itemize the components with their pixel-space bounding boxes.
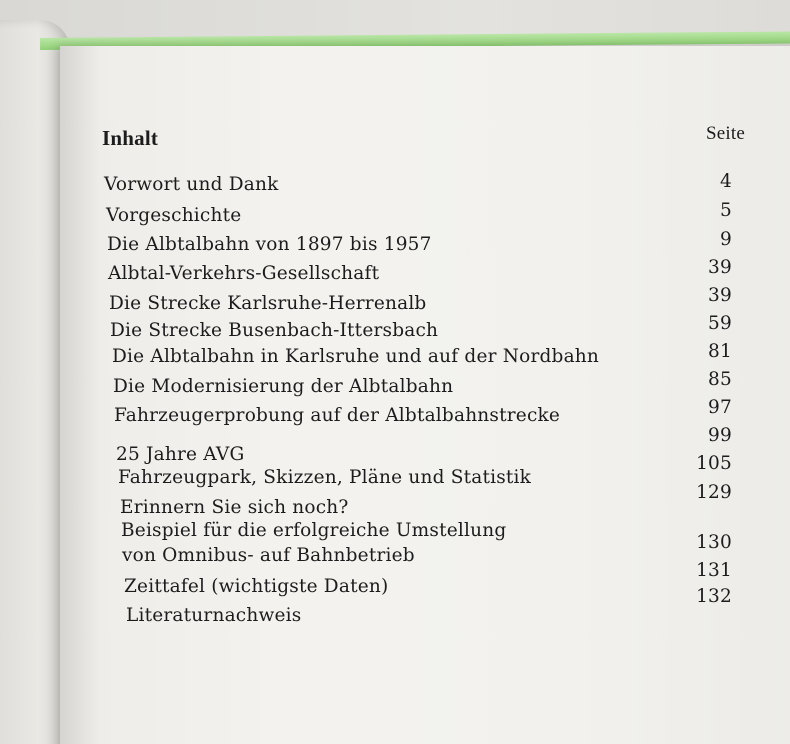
toc-entry-title: Vorgeschichte xyxy=(106,205,242,226)
toc-entry-page: 9 xyxy=(720,229,732,250)
toc-entry-title: Fahrzeugpark, Skizzen, Pläne und Statistik xyxy=(118,467,532,488)
toc-entry-title: Beispiel für die erfolgreiche Umstellung xyxy=(121,520,507,541)
toc-entry-title: Fahrzeugerprobung auf der Albtalbahnstrecke xyxy=(114,405,561,426)
toc-entry-title: Zeittafel (wichtigste Daten) xyxy=(124,576,389,597)
page-column-heading: Seite xyxy=(706,123,745,144)
toc-entry-page: 132 xyxy=(696,586,732,607)
toc-entry-page: 39 xyxy=(708,257,732,278)
toc-entry-page: 131 xyxy=(696,560,732,581)
toc-entry-page: 85 xyxy=(708,369,732,390)
toc-entry-page: 105 xyxy=(696,453,732,474)
toc-entry-title: Die Albtalbahn von 1897 bis 1957 xyxy=(107,234,432,255)
toc-entry-title: Die Modernisierung der Albtalbahn xyxy=(113,376,454,397)
toc-entry-page: 97 xyxy=(708,397,732,418)
toc-heading: Inhalt xyxy=(102,126,159,150)
toc-entry-title: Die Strecke Karlsruhe-Herrenalb xyxy=(109,293,427,314)
toc-entry-title: Die Strecke Busenbach-Ittersbach xyxy=(110,320,439,341)
toc-entry-title: Literaturnachweis xyxy=(126,605,302,626)
toc-entry-page: 5 xyxy=(720,200,732,221)
toc-entry-title: von Omnibus- auf Bahnbetrieb xyxy=(122,545,415,566)
toc-entry-page: 39 xyxy=(708,285,732,306)
toc-entry-page: 130 xyxy=(696,532,732,553)
toc-entry-title: 25 Jahre AVG xyxy=(116,444,245,465)
toc-entry-title: Die Albtalbahn in Karlsruhe und auf der Nordbahn xyxy=(112,346,600,367)
toc-entry-page: 81 xyxy=(708,341,732,362)
toc-entry-page: 4 xyxy=(720,171,732,192)
toc-entry-title: Erinnern Sie sich noch? xyxy=(120,497,349,518)
toc-entry-page: 99 xyxy=(708,425,732,446)
toc-entry-page: 129 xyxy=(696,482,732,503)
toc-entry-page: 59 xyxy=(708,313,732,334)
toc-entry-title: Albtal-Verkehrs-Gesellschaft xyxy=(108,263,380,284)
gutter-shadow xyxy=(60,46,100,744)
toc-entry-title: Vorwort und Dank xyxy=(104,174,279,195)
